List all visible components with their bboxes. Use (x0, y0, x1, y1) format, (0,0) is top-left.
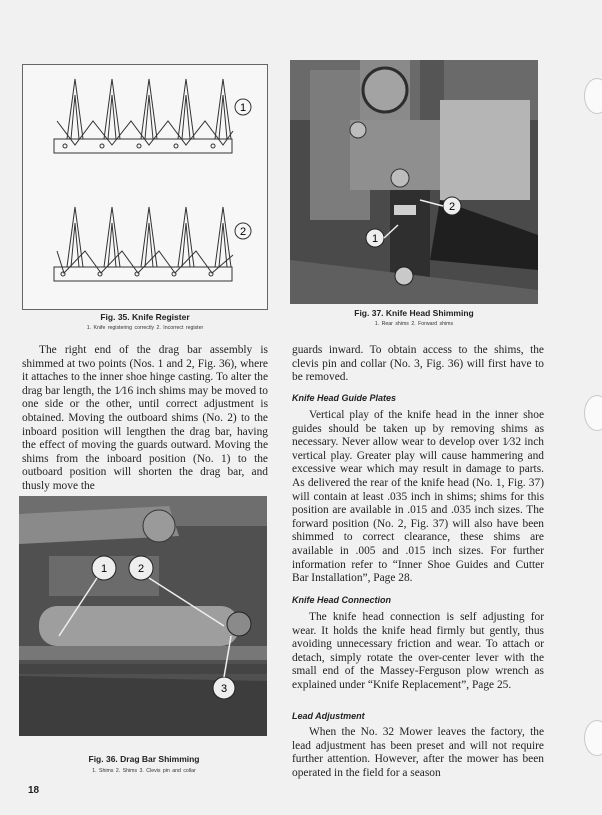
section-knife-head-guide-plates (292, 409, 544, 586)
figure-35-knife-register (22, 64, 268, 310)
page-number: 18 (28, 785, 40, 796)
callout-3: 3 (220, 683, 228, 695)
paragraph-lead-adjustment: When the No. 32 Mower leaves the factory, the lead adjustment has been preset and will not require further attention. However, after the mower has been operated in the field for a season (292, 726, 544, 779)
figure-37-caption: Fig. 37. Knife Head Shimming (354, 308, 474, 318)
callout-2: 2 (448, 201, 456, 213)
figure-37-photo (290, 60, 538, 304)
paragraph-guide-plates: Vertical play of the knife head in the inner shoe guides should be taken up by removing shims as necessary. Never allow wear to develop over 1⁄32 inch vertical play. Greater play will cause hammering and excessive wear which may result in damage to parts. As delivered the rear of the knife head (No. 1, Fig. 37) will contain at least .035 inch in shims; shims for this position are available in .015 and .035 inch sizes. The forward position (No. 2, Fig. 37) will also have been shimmed to correct clearance, these shims are available in .005 and .015 inch sizes. For further information refer to “Inner Shoe Guides and Cutter Bar Installation”, Page 28. (292, 409, 544, 585)
figure-36-legend: 1. Shims 2. Shims 3. Clevis pin and collar (92, 768, 196, 774)
heading-knife-head-connection: Knife Head Connection (292, 595, 392, 605)
binder-hole-middle (584, 395, 602, 431)
paragraph-drag-bar: The right end of the drag bar assembly is shimmed at two points (Nos. 1 and 2, Fig. 36), where it attaches to the inner shoe hinge casting. To alter the drag bar length, the 1⁄16 inch shims may be moved to one side or the other, until correct adjustment is obtained. Moving the outboard shims (No. 2) to the inboard position will lengthen the drag bar, having the effect of moving the guards outward. Moving the shims from the inboard position (No. 1) to the outboard position will shorten the drag bar, and thusly move the (22, 344, 268, 492)
callout-2: 2 (239, 226, 247, 238)
right-top-text (292, 344, 544, 385)
figure-35-caption: Fig. 35. Knife Register (100, 312, 190, 322)
left-column-text (22, 344, 268, 494)
section-knife-head-connection (292, 611, 544, 693)
callout-2: 2 (137, 563, 145, 575)
figure-36-photo (19, 496, 267, 736)
callout-1: 1 (239, 102, 247, 114)
heading-lead-adjustment: Lead Adjustment (292, 711, 365, 721)
paragraph-knife-head-connection: The knife head connection is self adjusting for wear. It holds the knife head firmly but gently, thus avoiding unnecessary friction and wear. To attach or detach, simply rotate the over-center lever with the small end of the Massey-Ferguson plow wrench as explained under “Knife Replacement”, Page 25. (292, 611, 544, 691)
binder-hole-top (584, 78, 602, 114)
binder-hole-bottom (584, 720, 602, 756)
section-lead-adjustment (292, 726, 544, 780)
paragraph-guards-inward: guards inward. To obtain access to the shims, the clevis pin and collar (No. 3, Fig. 36) will first have to be removed. (292, 344, 544, 384)
figure-37-legend: 1. Rear shims 2. Forward shims (374, 321, 454, 327)
figure-36-caption: Fig. 36. Drag Bar Shimming (88, 754, 200, 764)
heading-knife-head-guide-plates: Knife Head Guide Plates (292, 393, 397, 403)
callout-1: 1 (371, 233, 379, 245)
callout-1: 1 (100, 563, 108, 575)
figure-35-legend: 1. Knife registering correctly 2. Incorrect register (86, 325, 204, 331)
knife-register-diagram (23, 65, 267, 309)
